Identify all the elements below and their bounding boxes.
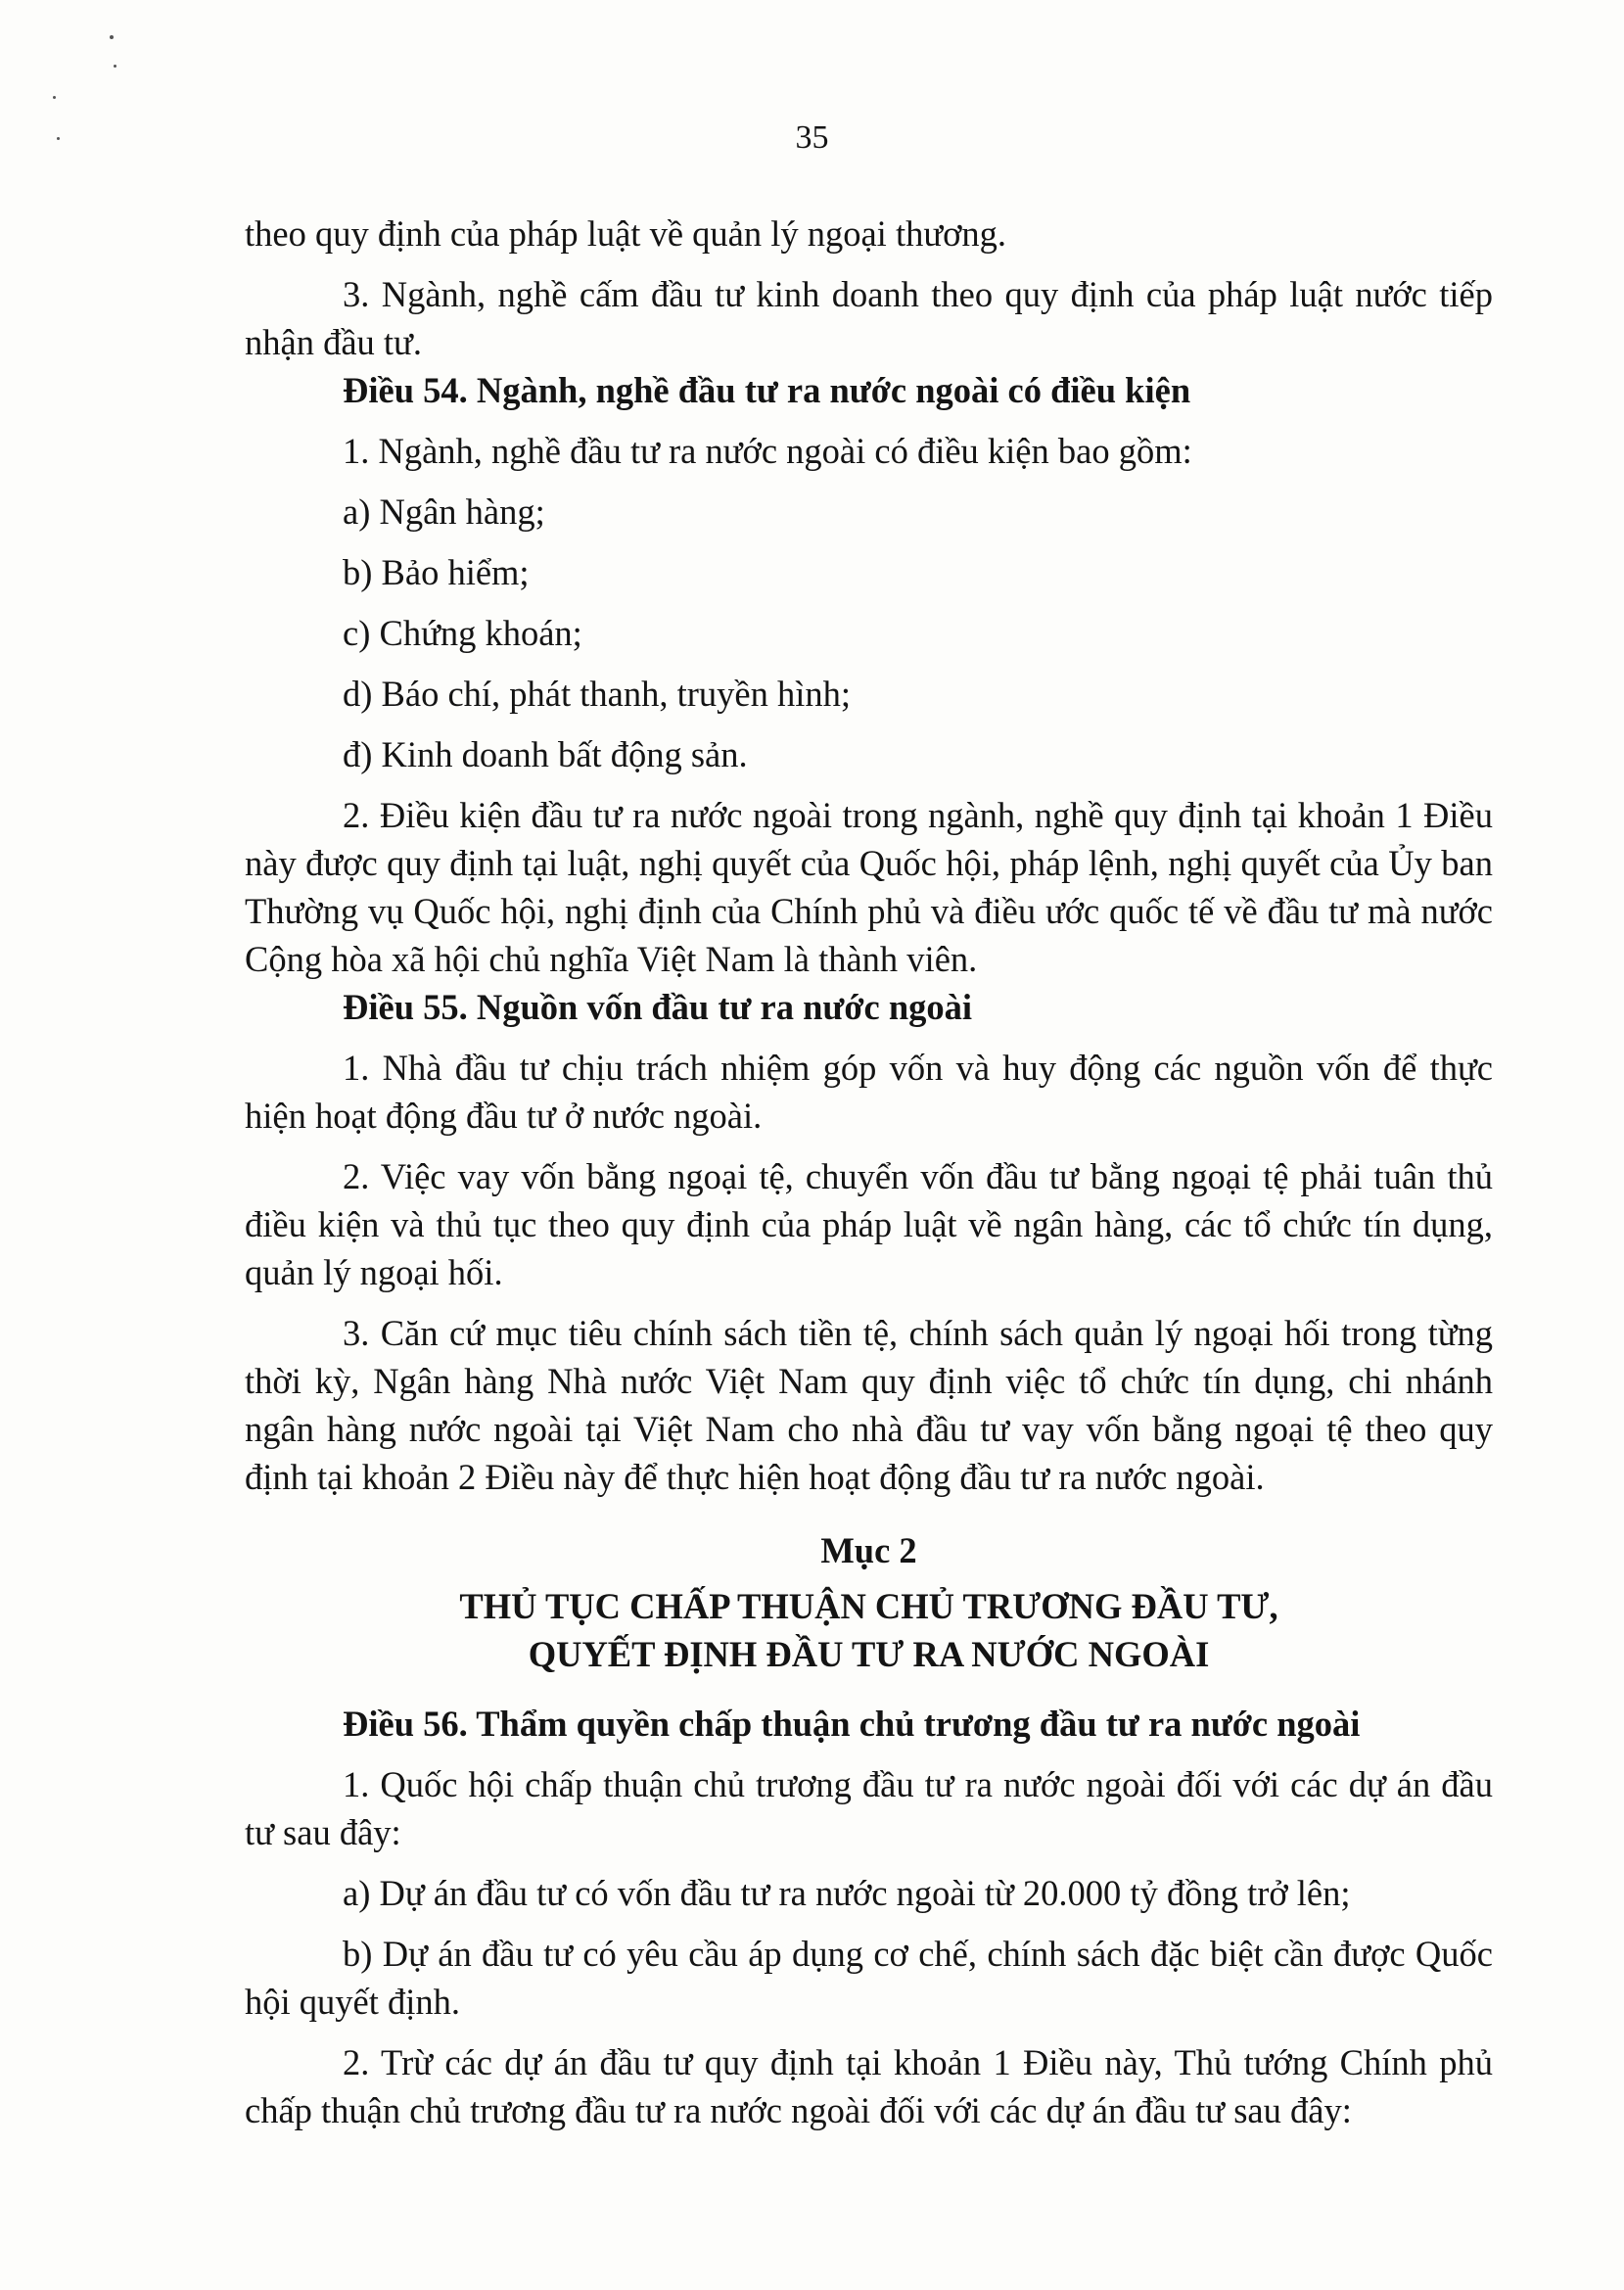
list-item: b) Dự án đầu tư có yêu cầu áp dụng cơ chế, chính sách đặc biệt cần được Quốc hội quyết định. bbox=[245, 1934, 1493, 2022]
list-item: d) Báo chí, phát thanh, truyền hình; bbox=[343, 674, 852, 714]
article-heading-55: Điều 55. Nguồn vốn đầu tư ra nước ngoài bbox=[343, 987, 973, 1027]
section-title-line-2: QUYẾT ĐỊNH ĐẦU TƯ RA NƯỚC NGOÀI bbox=[528, 1634, 1210, 1674]
section-title-line-1: THỦ TỤC CHẤP THUẬN CHỦ TRƯƠNG ĐẦU TƯ, bbox=[459, 1586, 1278, 1626]
paragraph: 2. Trừ các dự án đầu tư quy định tại khoản 1 Điều này, Thủ tướng Chính phủ chấp thuận chủ trương đầu tư ra nước ngoài đối với các dự án đầu tư sau đây: bbox=[245, 2042, 1493, 2130]
paragraph: 1. Quốc hội chấp thuận chủ trương đầu tư ra nước ngoài đối với các dự án đầu tư sau đây: bbox=[245, 1764, 1493, 1852]
list-item: c) Chứng khoán; bbox=[343, 613, 582, 653]
list-item: b) Bảo hiểm; bbox=[343, 552, 530, 592]
paragraph: theo quy định của pháp luật về quản lý ngoại thương. bbox=[245, 213, 1007, 254]
paragraph: 1. Nhà đầu tư chịu trách nhiệm góp vốn và huy động các nguồn vốn để thực hiện hoạt động đầu tư ở nước ngoài. bbox=[245, 1048, 1493, 1136]
document-body bbox=[245, 210, 1493, 2134]
article-heading-56: Điều 56. Thẩm quyền chấp thuận chủ trương đầu tư ra nước ngoài bbox=[343, 1704, 1361, 1744]
page-number: 35 bbox=[795, 119, 829, 156]
scan-speck bbox=[53, 96, 56, 99]
paragraph: 3. Ngành, nghề cấm đầu tư kinh doanh theo quy định của pháp luật nước tiếp nhận đầu tư. bbox=[245, 274, 1493, 362]
scan-speck bbox=[110, 35, 114, 39]
section-header bbox=[245, 1526, 1493, 1678]
article-heading-54: Điều 54. Ngành, nghề đầu tư ra nước ngoài có điều kiện bbox=[343, 370, 1191, 410]
scan-speck bbox=[114, 65, 116, 68]
paragraph: 1. Ngành, nghề đầu tư ra nước ngoài có điều kiện bao gồm: bbox=[343, 431, 1192, 471]
paragraph: 3. Căn cứ mục tiêu chính sách tiền tệ, chính sách quản lý ngoại hối trong từng thời kỳ, Ngân hàng Nhà nước Việt Nam quy định việc tổ chức tín dụng, chi nhánh ngân hàng nước ngoài tại Việt Nam cho nhà đầu tư vay vốn bằng ngoại tệ theo quy định tại khoản 2 Điều này để thực hiện hoạt động đầu tư ra nước ngoài. bbox=[245, 1313, 1493, 1497]
list-item: đ) Kinh doanh bất động sản. bbox=[343, 734, 748, 774]
section-label: Mục 2 bbox=[820, 1530, 917, 1570]
paragraph: 2. Việc vay vốn bằng ngoại tệ, chuyển vốn đầu tư bằng ngoại tệ phải tuân thủ điều kiện và thủ tục theo quy định của pháp luật về ngân hàng, các tổ chức tín dụng, quản lý ngoại hối. bbox=[245, 1156, 1493, 1292]
list-item: a) Ngân hàng; bbox=[343, 491, 545, 532]
paragraph: 2. Điều kiện đầu tư ra nước ngoài trong ngành, nghề quy định tại khoản 1 Điều này được quy định tại luật, nghị quyết của Quốc hội, pháp lệnh, nghị quyết của Ủy ban Thường vụ Quốc hội, nghị định của Chính phủ và điều ước quốc tế về đầu tư mà nước Cộng hòa xã hội chủ nghĩa Việt Nam là thành viên. bbox=[245, 795, 1493, 979]
list-item: a) Dự án đầu tư có vốn đầu tư ra nước ngoài từ 20.000 tỷ đồng trở lên; bbox=[343, 1873, 1351, 1913]
